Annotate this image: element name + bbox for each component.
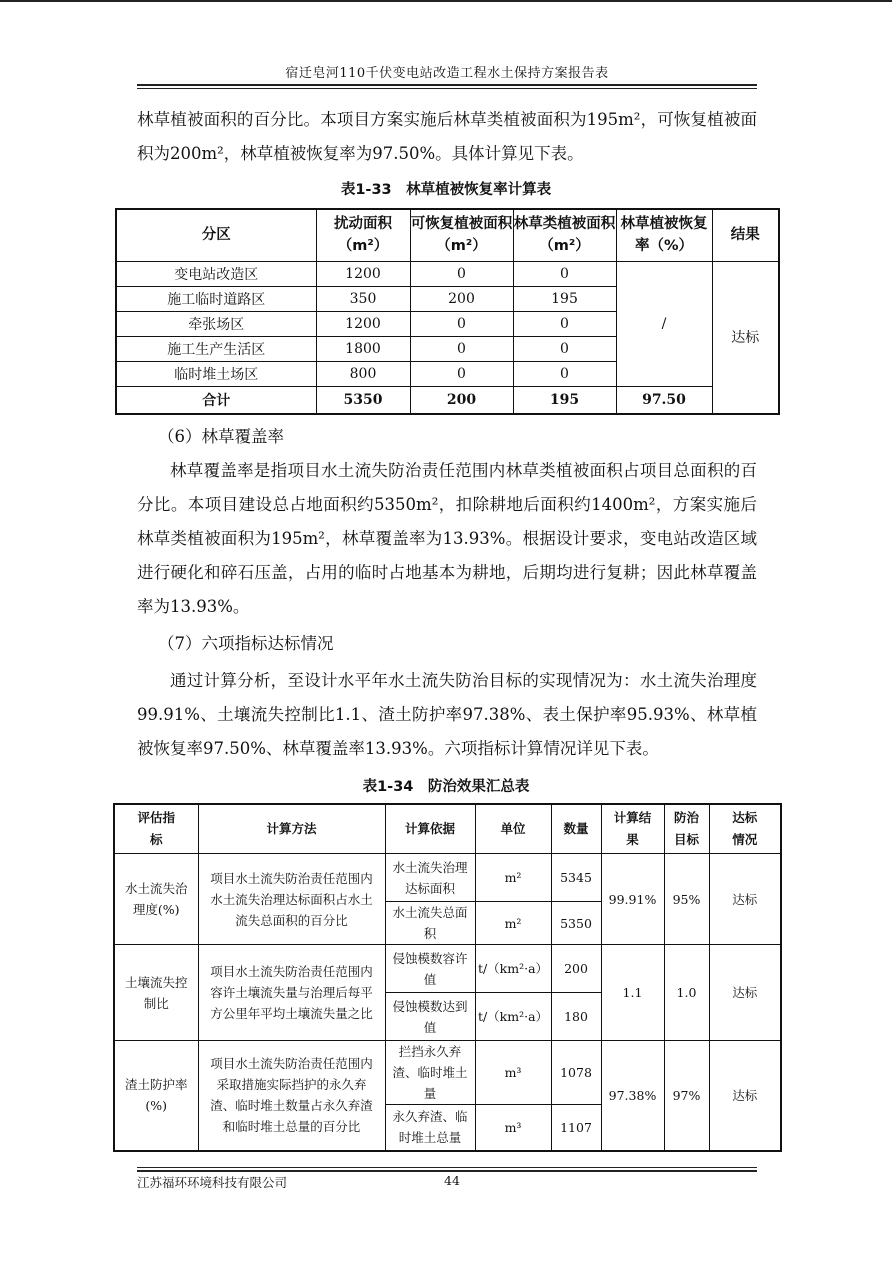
cell-unit: m³ bbox=[475, 1041, 551, 1105]
cell-restorable: 0 bbox=[410, 261, 513, 286]
cell-restorable: 0 bbox=[410, 361, 513, 386]
cell-basis: 永久弃渣、临时堆土总量 bbox=[385, 1105, 475, 1151]
cell-target: 95% bbox=[664, 854, 709, 945]
col-header-method: 计算方法 bbox=[198, 804, 385, 854]
cell-total-disturbed: 5350 bbox=[316, 386, 410, 414]
cell-disturbed: 1800 bbox=[316, 336, 410, 361]
cell-zone: 临时堆土场区 bbox=[116, 361, 316, 386]
col-header-zone: 分区 bbox=[116, 209, 316, 261]
table-row bbox=[114, 945, 781, 993]
heading-six-indicators: （7）六项指标达标情况 bbox=[158, 634, 334, 653]
cell-basis: 水土流失总面积 bbox=[385, 902, 475, 945]
cell-result: 97.38% bbox=[601, 1041, 664, 1151]
cell-method: 项目水土流失防治责任范围内容许土壤流失量与治理后每平方公里年平均土壤流失量之比 bbox=[198, 945, 385, 1041]
page-header-title: 宿迁皂河110千伏变电站改造工程水土保持方案报告表 bbox=[285, 66, 609, 81]
cell-disturbed: 1200 bbox=[316, 311, 410, 336]
cell-target: 97% bbox=[664, 1041, 709, 1151]
cell-vegetation: 0 bbox=[513, 336, 616, 361]
cell-method: 项目水土流失防治责任范围内水土流失治理达标面积占水土流失总面积的百分比 bbox=[198, 854, 385, 945]
cell-indicator: 水土流失治理度(%) bbox=[114, 854, 198, 945]
cell-basis: 侵蚀模数容许值 bbox=[385, 945, 475, 993]
cell-total-label: 合计 bbox=[116, 386, 316, 414]
cell-unit: m² bbox=[475, 902, 551, 945]
cell-zone: 施工临时道路区 bbox=[116, 286, 316, 311]
table-row bbox=[114, 1041, 781, 1105]
cell-restorable: 0 bbox=[410, 311, 513, 336]
cell-method: 项目水土流失防治责任范围内采取措施实际挡护的永久弃渣、临时堆土数量占永久弃渣和临时堆土总量的百分比 bbox=[198, 1041, 385, 1151]
col-header-result: 计算结果 bbox=[601, 804, 664, 854]
cell-vegetation: 0 bbox=[513, 261, 616, 286]
table-row bbox=[116, 261, 779, 286]
cell-status: 达标 bbox=[709, 945, 781, 1041]
footer-company: 江苏福环环境科技有限公司 bbox=[137, 1175, 288, 1190]
footer-rule bbox=[137, 1170, 757, 1172]
cell-disturbed: 800 bbox=[316, 361, 410, 386]
cell-disturbed: 350 bbox=[316, 286, 410, 311]
col-header-basis: 计算依据 bbox=[385, 804, 475, 854]
cell-quantity: 1078 bbox=[551, 1041, 601, 1105]
cell-status: 达标 bbox=[709, 1041, 781, 1151]
cell-unit: t/（km²·a） bbox=[475, 945, 551, 993]
col-header-vegetation-area: 林草类植被面积（m²） bbox=[513, 209, 616, 261]
cell-disturbed: 1200 bbox=[316, 261, 410, 286]
table-1-34 bbox=[113, 803, 782, 1152]
header-rule-thin bbox=[137, 88, 757, 89]
paragraph-six-indicators: 通过计算分析，至设计水平年水土流失防治目标的实现情况为：水土流失治理度99.91%、土壤流失控制比1.1、渣土防护率97.38%、表土保护率95.93%、林草植被恢复率97.50%、林草覆盖率13.93%。六项指标计算情况详见下表。 bbox=[137, 671, 757, 758]
cell-result: 99.91% bbox=[601, 854, 664, 945]
cell-quantity: 200 bbox=[551, 945, 601, 993]
heading-forest-coverage: （6）林草覆盖率 bbox=[158, 427, 284, 446]
cell-result: 1.1 bbox=[601, 945, 664, 1041]
cell-vegetation: 195 bbox=[513, 286, 616, 311]
col-header-unit: 单位 bbox=[475, 804, 551, 854]
cell-zone: 牵张场区 bbox=[116, 311, 316, 336]
col-header-indicator: 评估指标 bbox=[114, 804, 198, 854]
table-row bbox=[114, 854, 781, 902]
cell-quantity: 180 bbox=[551, 993, 601, 1041]
footer-rule-thin bbox=[137, 1167, 757, 1168]
col-header-status: 达标情况 bbox=[709, 804, 781, 854]
cell-target: 1.0 bbox=[664, 945, 709, 1041]
cell-basis: 拦挡永久弃渣、临时堆土量 bbox=[385, 1041, 475, 1105]
cell-basis: 侵蚀模数达到值 bbox=[385, 993, 475, 1041]
col-header-quantity: 数量 bbox=[551, 804, 601, 854]
cell-zone: 变电站改造区 bbox=[116, 261, 316, 286]
table-1-33 bbox=[115, 208, 780, 415]
header-rule bbox=[137, 84, 757, 86]
cell-quantity: 1107 bbox=[551, 1105, 601, 1151]
table-1-34-caption: 表1-34 防治效果汇总表 bbox=[362, 779, 530, 795]
cell-unit: t/（km²·a） bbox=[475, 993, 551, 1041]
cell-rate-merged: / bbox=[616, 261, 712, 386]
cell-quantity: 5350 bbox=[551, 902, 601, 945]
table-header-row bbox=[116, 209, 779, 261]
cell-status: 达标 bbox=[709, 854, 781, 945]
table-1-33-caption: 表1-33 林草植被恢复率计算表 bbox=[340, 182, 552, 198]
cell-zone: 施工生产生活区 bbox=[116, 336, 316, 361]
cell-indicator: 渣土防护率(%) bbox=[114, 1041, 198, 1151]
cell-basis: 水土流失治理达标面积 bbox=[385, 854, 475, 902]
cell-vegetation: 0 bbox=[513, 361, 616, 386]
cell-restorable: 200 bbox=[410, 286, 513, 311]
cell-result-merged: 达标 bbox=[712, 261, 779, 414]
cell-total-restorable: 200 bbox=[410, 386, 513, 414]
cell-quantity: 5345 bbox=[551, 854, 601, 902]
cell-unit: m² bbox=[475, 854, 551, 902]
table-header-row bbox=[114, 804, 781, 854]
page-number: 44 bbox=[444, 1173, 460, 1188]
cell-total-vegetation: 195 bbox=[513, 386, 616, 414]
cell-unit: m³ bbox=[475, 1105, 551, 1151]
cell-vegetation: 0 bbox=[513, 311, 616, 336]
cell-restorable: 0 bbox=[410, 336, 513, 361]
col-header-target: 防治目标 bbox=[664, 804, 709, 854]
col-header-restoration-rate: 林草植被恢复率（%） bbox=[616, 209, 712, 261]
table-total-row bbox=[116, 386, 779, 414]
paragraph-vegetation-restoration: 林草植被面积的百分比。本项目方案实施后林草类植被面积为195m²，可恢复植被面积为200m²，林草植被恢复率为97.50%。具体计算见下表。 bbox=[137, 110, 757, 163]
col-header-disturbed-area: 扰动面积（m²） bbox=[316, 209, 410, 261]
cell-indicator: 土壤流失控制比 bbox=[114, 945, 198, 1041]
page-top-border bbox=[0, 0, 892, 2]
cell-total-rate: 97.50 bbox=[616, 386, 712, 414]
paragraph-forest-coverage: 林草覆盖率是指项目水土流失防治责任范围内林草类植被面积占项目总面积的百分比。本项目建设总占地面积约5350m²，扣除耕地后面积约1400m²，方案实施后林草类植被面积为195m²，林草覆盖率为13.93%。根据设计要求，变电站改造区域进行硬化和碎石压盖，占用的临时占地基本为耕地，后期均进行复耕；因此林草覆盖率为13.93%。 bbox=[137, 461, 757, 616]
col-header-restorable-area: 可恢复植被面积（m²） bbox=[410, 209, 513, 261]
col-header-result: 结果 bbox=[712, 209, 779, 261]
